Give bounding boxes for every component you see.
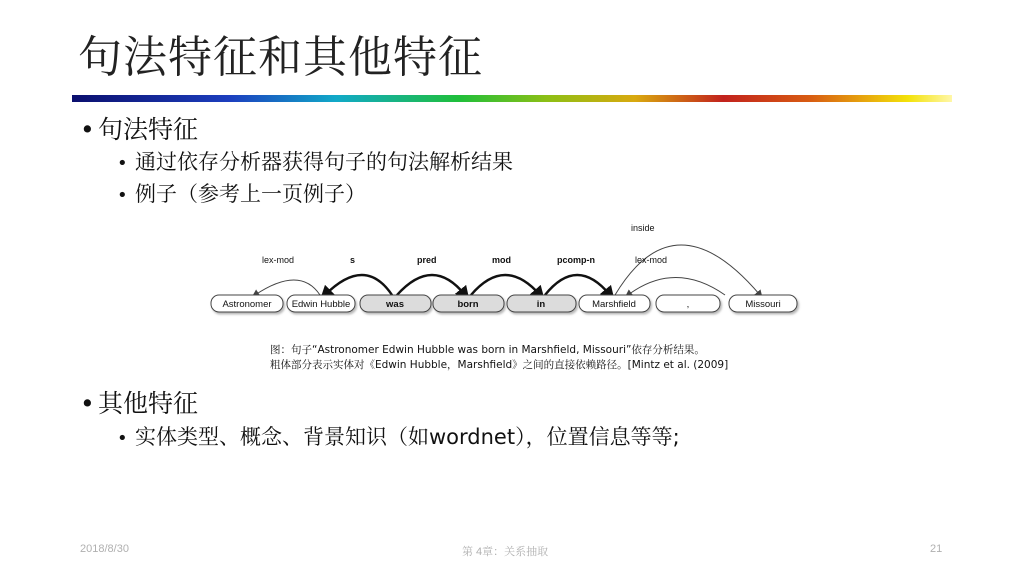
- sub-bullet-example: [117, 180, 366, 210]
- arc-inside: [615, 245, 760, 295]
- word-missouri: Missouri: [745, 299, 781, 310]
- arc-label-pred: pred: [417, 255, 437, 265]
- word-marshfield: Marshfield: [592, 299, 636, 310]
- arc-lex-mod-1: [255, 280, 320, 295]
- caption-line-1: 图：句子“Astronomer Edwin Hubble was born in Marshfield, Missouri”依存分析结果。: [270, 344, 705, 356]
- arc-label-pcomp-n: pcomp-n: [557, 255, 595, 265]
- arc-label-s: s: [350, 255, 356, 265]
- bullet-other-features: [80, 388, 198, 420]
- bullet-text: 其他特征: [98, 389, 199, 418]
- footer-chapter: 第 4章：关系抽取: [462, 546, 549, 558]
- arc-pred: [397, 275, 465, 295]
- arc-label-inside: inside: [631, 223, 655, 233]
- footer-page-number: 21: [930, 543, 943, 555]
- slide-title: 句法特征和其他特征: [78, 32, 483, 83]
- word-astronomer: Astronomer: [222, 299, 272, 310]
- arc-mod: [471, 275, 540, 295]
- dependency-parse-diagram: [205, 215, 805, 325]
- sub-bullet-text: 例子（参考上一页例子）: [135, 182, 366, 206]
- word-was: was: [386, 299, 404, 310]
- word-comma: ,: [686, 299, 690, 310]
- word-in: in: [536, 299, 546, 310]
- sub-bullet-text: 实体类型、概念、背景知识（如wordnet），位置信息等等;: [135, 425, 680, 449]
- arc-label-mod: mod: [492, 255, 511, 265]
- footer-date: 2018/8/30: [80, 543, 129, 555]
- arc-pcomp-n: [545, 275, 610, 295]
- word-edwin-hubble: Edwin Hubble: [291, 299, 351, 310]
- arc-label-lex-mod-1: lex-mod: [262, 255, 295, 265]
- sub-bullet-dot: •: [117, 428, 128, 449]
- sub-bullet-dot: •: [117, 153, 128, 174]
- sub-bullet-entity-types: [117, 423, 680, 453]
- arc-s: [325, 275, 392, 295]
- bullet-syntax-features: [80, 114, 198, 146]
- sub-bullet-text: 通过依存分析器获得句子的句法解析结果: [135, 150, 513, 174]
- bullet-dot: •: [80, 115, 95, 144]
- word-born: born: [457, 299, 479, 310]
- caption-line-2: 粗体部分表示实体对《Edwin Hubble，Marshfield》之间的直接依赖路径。[Mintz et al. (2009]: [270, 359, 729, 371]
- title-rainbow-divider: [72, 95, 952, 102]
- diagram-caption: [270, 343, 728, 373]
- arc-label-lex-mod-2: lex-mod: [635, 255, 668, 265]
- bullet-text: 句法特征: [98, 115, 199, 144]
- bullet-dot: •: [80, 389, 95, 418]
- sub-bullet-dot: •: [117, 185, 128, 206]
- arc-lex-mod-2: [628, 278, 725, 296]
- sub-bullet-dependency-parser: [117, 148, 513, 178]
